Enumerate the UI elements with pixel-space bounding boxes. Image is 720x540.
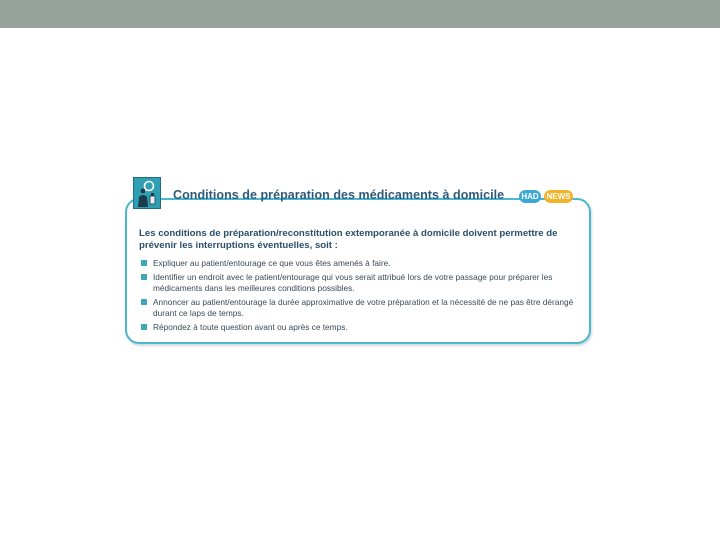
info-card <box>122 176 594 348</box>
square-bullet-icon <box>141 274 147 280</box>
top-bar <box>0 0 720 28</box>
pharmacist-magnifier-icon <box>133 177 161 209</box>
card-title: Conditions de préparation des médicaments à domicile <box>173 188 505 202</box>
conditions-list <box>139 258 589 336</box>
square-bullet-icon <box>141 324 147 330</box>
square-bullet-icon <box>141 299 147 305</box>
card-frame <box>125 198 591 344</box>
list-item-text: Répondez à toute question avant ou après ce temps. <box>153 322 348 332</box>
list-item <box>139 258 589 269</box>
list-item <box>139 322 589 333</box>
square-bullet-icon <box>141 260 147 266</box>
list-item <box>139 297 589 319</box>
had-badge: HAD <box>519 190 541 203</box>
list-item-text: Annoncer au patient/entourage la durée approximative de votre préparation et la nécessité de ne pas être dérangé durant ce laps de temps. <box>153 297 574 318</box>
card-intro: Les conditions de préparation/reconstitution extemporanée à domicile doivent permettre de prévenir les interruptions éventuelles, soit : <box>139 228 558 251</box>
list-item <box>139 272 589 294</box>
list-item-text: Expliquer au patient/entourage ce que vous êtes amenés à faire. <box>153 258 391 268</box>
list-item-text: Identifier un endroit avec le patient/entourage qui vous serait attribué lors de votre passage pour préparer les médicaments dans les meilleures conditions possibles. <box>153 272 553 293</box>
news-badge: NEWS <box>544 190 573 203</box>
